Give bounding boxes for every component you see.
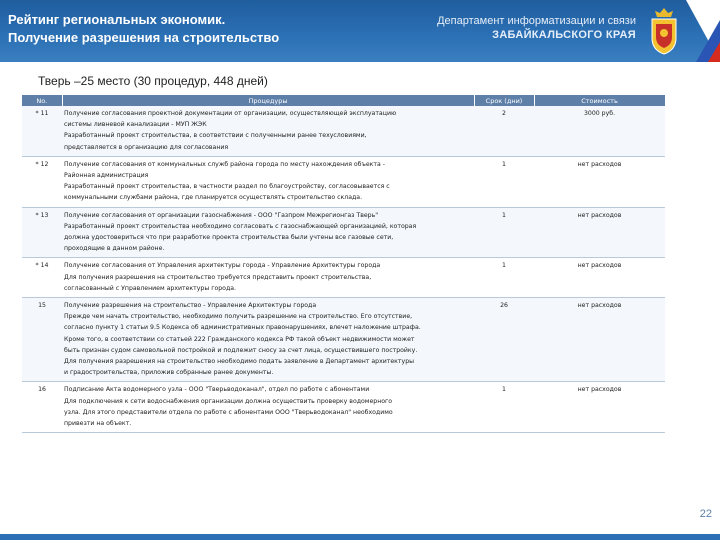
department-name — [437, 14, 636, 42]
procedure-line: Прежде чем начать строительство, необходимо получить разрешение на строительство. Его отсутствие, — [64, 313, 413, 321]
dept-line-1: Департамент информатизации и связи — [437, 15, 636, 27]
table-row — [22, 106, 665, 156]
procedure-line: системы ливневой канализации - МУП ЖЭК — [64, 121, 207, 129]
procedure-line: проходящие в данном районе. — [64, 245, 165, 253]
procedure-line: Для получения разрешения на строительство требуется представить проект строительства, — [64, 273, 372, 281]
procedure-days: 1 — [474, 156, 534, 207]
table-row — [22, 382, 665, 433]
procedure-line: Разработанный проект строительства, в соответствии с полученными ранее техусловиями, — [64, 132, 367, 140]
procedure-cost: нет расходов — [534, 298, 665, 382]
procedure-cost: нет расходов — [534, 207, 665, 258]
procedure-line: быть признан судом самовольной постройкой и подлежит сносу за счет лица, осуществившего постройку. — [64, 346, 418, 354]
column-header-days: Срок (дни) — [474, 95, 534, 106]
procedure-days: 2 — [474, 106, 534, 156]
procedure-number: * 14 — [22, 258, 62, 298]
procedure-number: 15 — [22, 298, 62, 382]
procedure-number: * 11 — [22, 106, 62, 156]
procedure-number: 16 — [22, 382, 62, 433]
procedure-line: и градостроительства, приложив собранные ранее документы. — [64, 369, 274, 377]
procedure-line: узла. Для этого представители отдела по работе с абонентами ООО "Тверьводоканал" необходимо — [64, 408, 393, 416]
procedure-line: Разработанный проект строительства необходимо согласовать с газоснабжающей организацией, которая — [64, 222, 417, 230]
procedure-line: привезти на объект. — [64, 420, 132, 428]
procedure-description — [62, 382, 474, 433]
table-row — [22, 207, 665, 258]
title-line-2: Получение разрешения на строительство — [8, 30, 280, 45]
procedure-cost: нет расходов — [534, 156, 665, 207]
column-header-cost: Стоимость — [534, 95, 665, 106]
procedure-line: Для получения разрешения на строительство необходимо подать заявление в Департамент архитектуры — [64, 358, 415, 366]
procedure-line: представляется в организацию для согласования — [64, 143, 229, 151]
table-row — [22, 258, 665, 298]
procedure-days: 1 — [474, 258, 534, 298]
procedure-description — [62, 298, 474, 382]
procedure-description — [62, 106, 474, 156]
procedure-description — [62, 258, 474, 298]
procedure-days: 1 — [474, 207, 534, 258]
flag-icon — [686, 0, 720, 62]
procedure-line: Разработанный проект строительства, в частности раздел по благоустройству, согласовывается с — [64, 183, 390, 191]
procedure-line: коммунальными службами района, где планируется осуществлять строительство склада. — [64, 194, 363, 202]
procedure-description — [62, 207, 474, 258]
procedure-line: Районная администрация — [64, 172, 149, 180]
procedure-number: * 12 — [22, 156, 62, 207]
procedures-table — [22, 95, 666, 433]
procedure-line: Получение согласования от организации газоснабжения - ООО "Газпром Межрегионгаз Тверь" — [64, 211, 379, 219]
procedure-line: должна удостовериться что при разработке проекта строительства были учтены все газовые сети, — [64, 234, 394, 242]
coat-of-arms-icon — [649, 6, 679, 56]
footer-bar — [0, 534, 720, 540]
procedure-line: Получение согласования от Управления архитектуры города - Управление Архитектуры города — [64, 262, 381, 270]
procedure-cost: нет расходов — [534, 382, 665, 433]
procedure-number: * 13 — [22, 207, 62, 258]
column-header-no: No. — [22, 95, 62, 106]
procedure-line: согласно пункту 1 статьи 9.5 Кодекса об административных правонарушениях, влечет наложение штрафа. — [64, 324, 421, 332]
slide-title — [8, 11, 279, 47]
header-banner — [0, 0, 720, 62]
procedure-cost: нет расходов — [534, 258, 665, 298]
procedure-description — [62, 156, 474, 207]
procedure-cost: 3000 руб. — [534, 106, 665, 156]
table-row — [22, 298, 665, 382]
table-row — [22, 156, 665, 207]
title-line-1: Рейтинг региональных экономик. — [8, 12, 226, 27]
column-header-procedures: Процедуры — [62, 95, 474, 106]
procedure-line: Для подключения к сети водоснабжения организации должна осуществить проверку водомерного — [64, 397, 393, 405]
procedure-line: Кроме того, в соответствии со статьей 222 Гражданского кодекса РФ такой объект недвижимости может — [64, 335, 415, 343]
procedure-days: 26 — [474, 298, 534, 382]
procedure-days: 1 — [474, 382, 534, 433]
city-rating-heading: Тверь –25 место (30 процедур, 448 дней) — [38, 74, 268, 88]
dept-line-2: ЗАБАЙКАЛЬСКОГО КРАЯ — [492, 29, 636, 41]
procedure-line: Подписание Акта водомерного узла - ООО "Тверьводоканал", отдел по работе с абонентами — [64, 386, 370, 394]
procedure-line: Получение разрешения на строительство - Управление Архитектуры города — [64, 302, 317, 310]
page-number: 22 — [699, 508, 712, 520]
procedure-line: Получение согласования от коммунальных служб района города по месту нахождения объекта - — [64, 160, 386, 168]
procedure-line: согласованный с Управлением архитектуры города. — [64, 284, 236, 292]
table-header-row — [22, 95, 665, 106]
procedure-line: Получение согласования проектной документации от организации, осуществляющей эксплуатацию — [64, 110, 397, 117]
